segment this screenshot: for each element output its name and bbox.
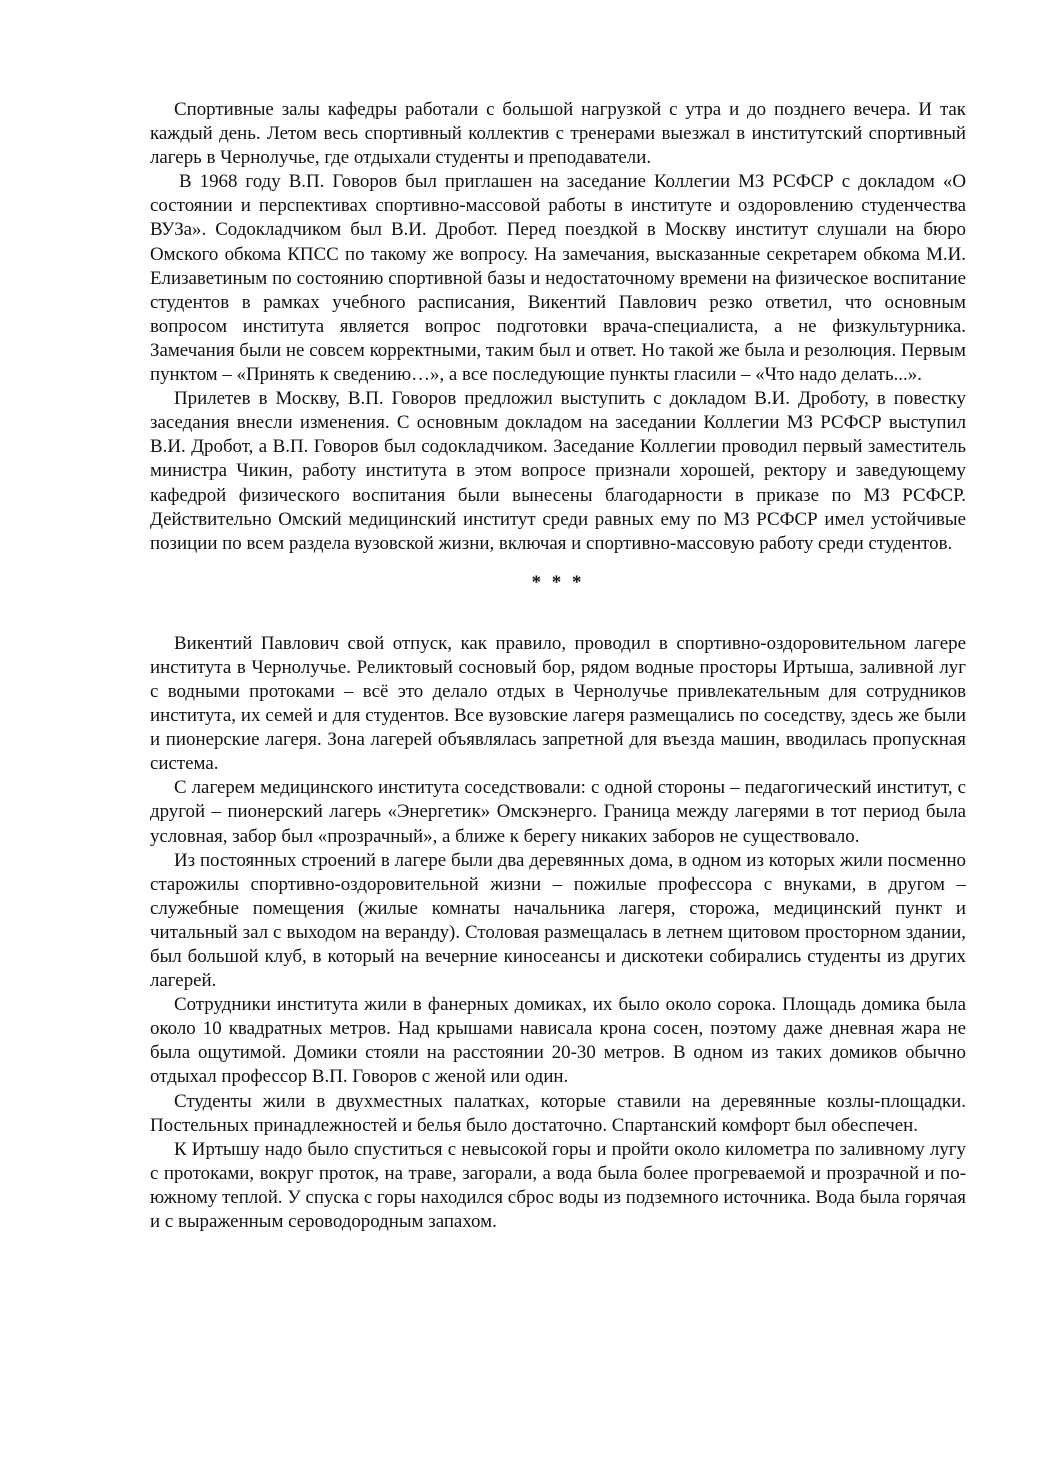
separator-spacing [150,596,966,632]
paragraph-sports-halls: Спортивные залы кафедры работали с большой нагрузкой с утра и до позднего вечера. И так каждый день. Летом весь спортивный коллектив с тренерами выезжал в институтский спортивный лагерь в Чернолучье, где отдыхали студенты и преподаватели. [150,99,966,169]
paragraph-student-tents: Студенты жили в двухместных палатках, которые ставили на деревянные козлы-площадки. Постельных принадлежностей и белья было достаточно. Спартанский комфорт был обеспечен. [150,1090,966,1136]
paragraph-neighbour-camps: С лагерем медицинского института соседствовали: с одной стороны – педагогический институт, с другой – пионерский лагерь «Энергетик» Омскэнерго. Граница между лагерями в тот период была условная, забор был «прозрачный», а ближе к берегу никаких заборов не существовало. [150,777,966,847]
paragraph-1968-collegium: В 1968 году В.П. Говоров был приглашен на заседание Коллегии МЗ РСФСР с докладом «О состоянии и перспективах спортивно-массовой работы в институте и оздоровлению студенчества ВУЗа». Содокладчиком был В.И. Дробот. Перед поездкой в Москву институт слушали на бюро Омского обкома КПСС по такому же вопросу. На замечания, высказанные секретарем обкома М.И. Елизаветиным по состоянию спортивной базы и недостаточному времени на физическое воспитание студентов в рамках учебного расписания, Викентий Павлович резко ответил, что основным вопросом института является вопрос подготовки врача-специалиста, а не физкультурника. Замечания были не совсем корректными, таким был и ответ. Но такой же была и резолюция. Первым пунктом – «Принять к сведению…», а все последующие пункты гласили – «Что надо делать...». [150,171,966,386]
paragraph-camp-vacation: Викентий Павлович свой отпуск, как правило, проводил в спортивно-оздоровительном лагере института в Чернолучье. Реликтовый сосновый бор, рядом водные просторы Иртыша, заливной луг с водными протоками – всё это делало отдых в Чернолучье привлекательным для сотрудников института, их семей и для студентов. Все вузовские лагеря размещались по соседству, здесь же были и пионерские лагеря. Зона лагерей объявлялась запретной для въезда машин, вводилась пропускная система. [150,632,966,775]
paragraph-camp-buildings: Из постоянных строений в лагере были два деревянных дома, в одном из которых жили посменно старожилы спортивно-оздоровительной жизни – пожилые профессора с внуками, в другом – служебные помещения (жилые комнаты начальника лагеря, сторожа, медицинский пункт и читальный зал с выходом на веранду). Столовая размещалась в летнем щитовом просторном здании, был большой клуб, в который на вечерние киносеансы и дискотеки собирались студенты из других лагерей. [150,849,966,992]
section-separator: * * * [531,571,585,593]
paragraph-irtysh-river: К Иртышу надо было спуститься с невысокой горы и пройти около километра по заливному лугу с протоками, вокруг проток, на траве, загорали, а вода была более прогреваемой и прозрачной и по-южному теплой. У спуска с горы находился сброс воды из подземного источника. Вода была горячая и с выраженным сероводородным запахом. [150,1138,966,1233]
document-page [150,98,966,1234]
paragraph-staff-houses: Сотрудники института жили в фанерных домиках, их было около сорока. Площадь домика была около 10 квадратных метров. Над крышами нависала крона сосен, поэтому даже дневная жара не была ощутимой. Домики стояли на расстоянии 20-30 метров. В одном из таких домиков обычно отдыхал профессор В.П. Говоров с женой или один. [150,994,966,1088]
paragraph-moscow-meeting: Прилетев в Москву, В.П. Говоров предложил выступить с докладом В.И. Дроботу, в повестку заседания внесли изменения. С основным докладом на заседании Коллегии МЗ РСФСР выступил В.И. Дробот, а В.П. Говоров был содокладчиком. Заседание Коллегии проводил первый заместитель министра Чикин, работу института в этом вопросе признали хорошей, ректору и заведующему кафедрой физического воспитания были вынесены благодарности в приказе по МЗ РСФСР. Действительно Омский медицинский институт среди равных ему по МЗ РСФСР имел устойчивые позиции по всем раздела вузовской жизни, включая и спортивно-массовую работу среди студентов. [150,388,966,554]
